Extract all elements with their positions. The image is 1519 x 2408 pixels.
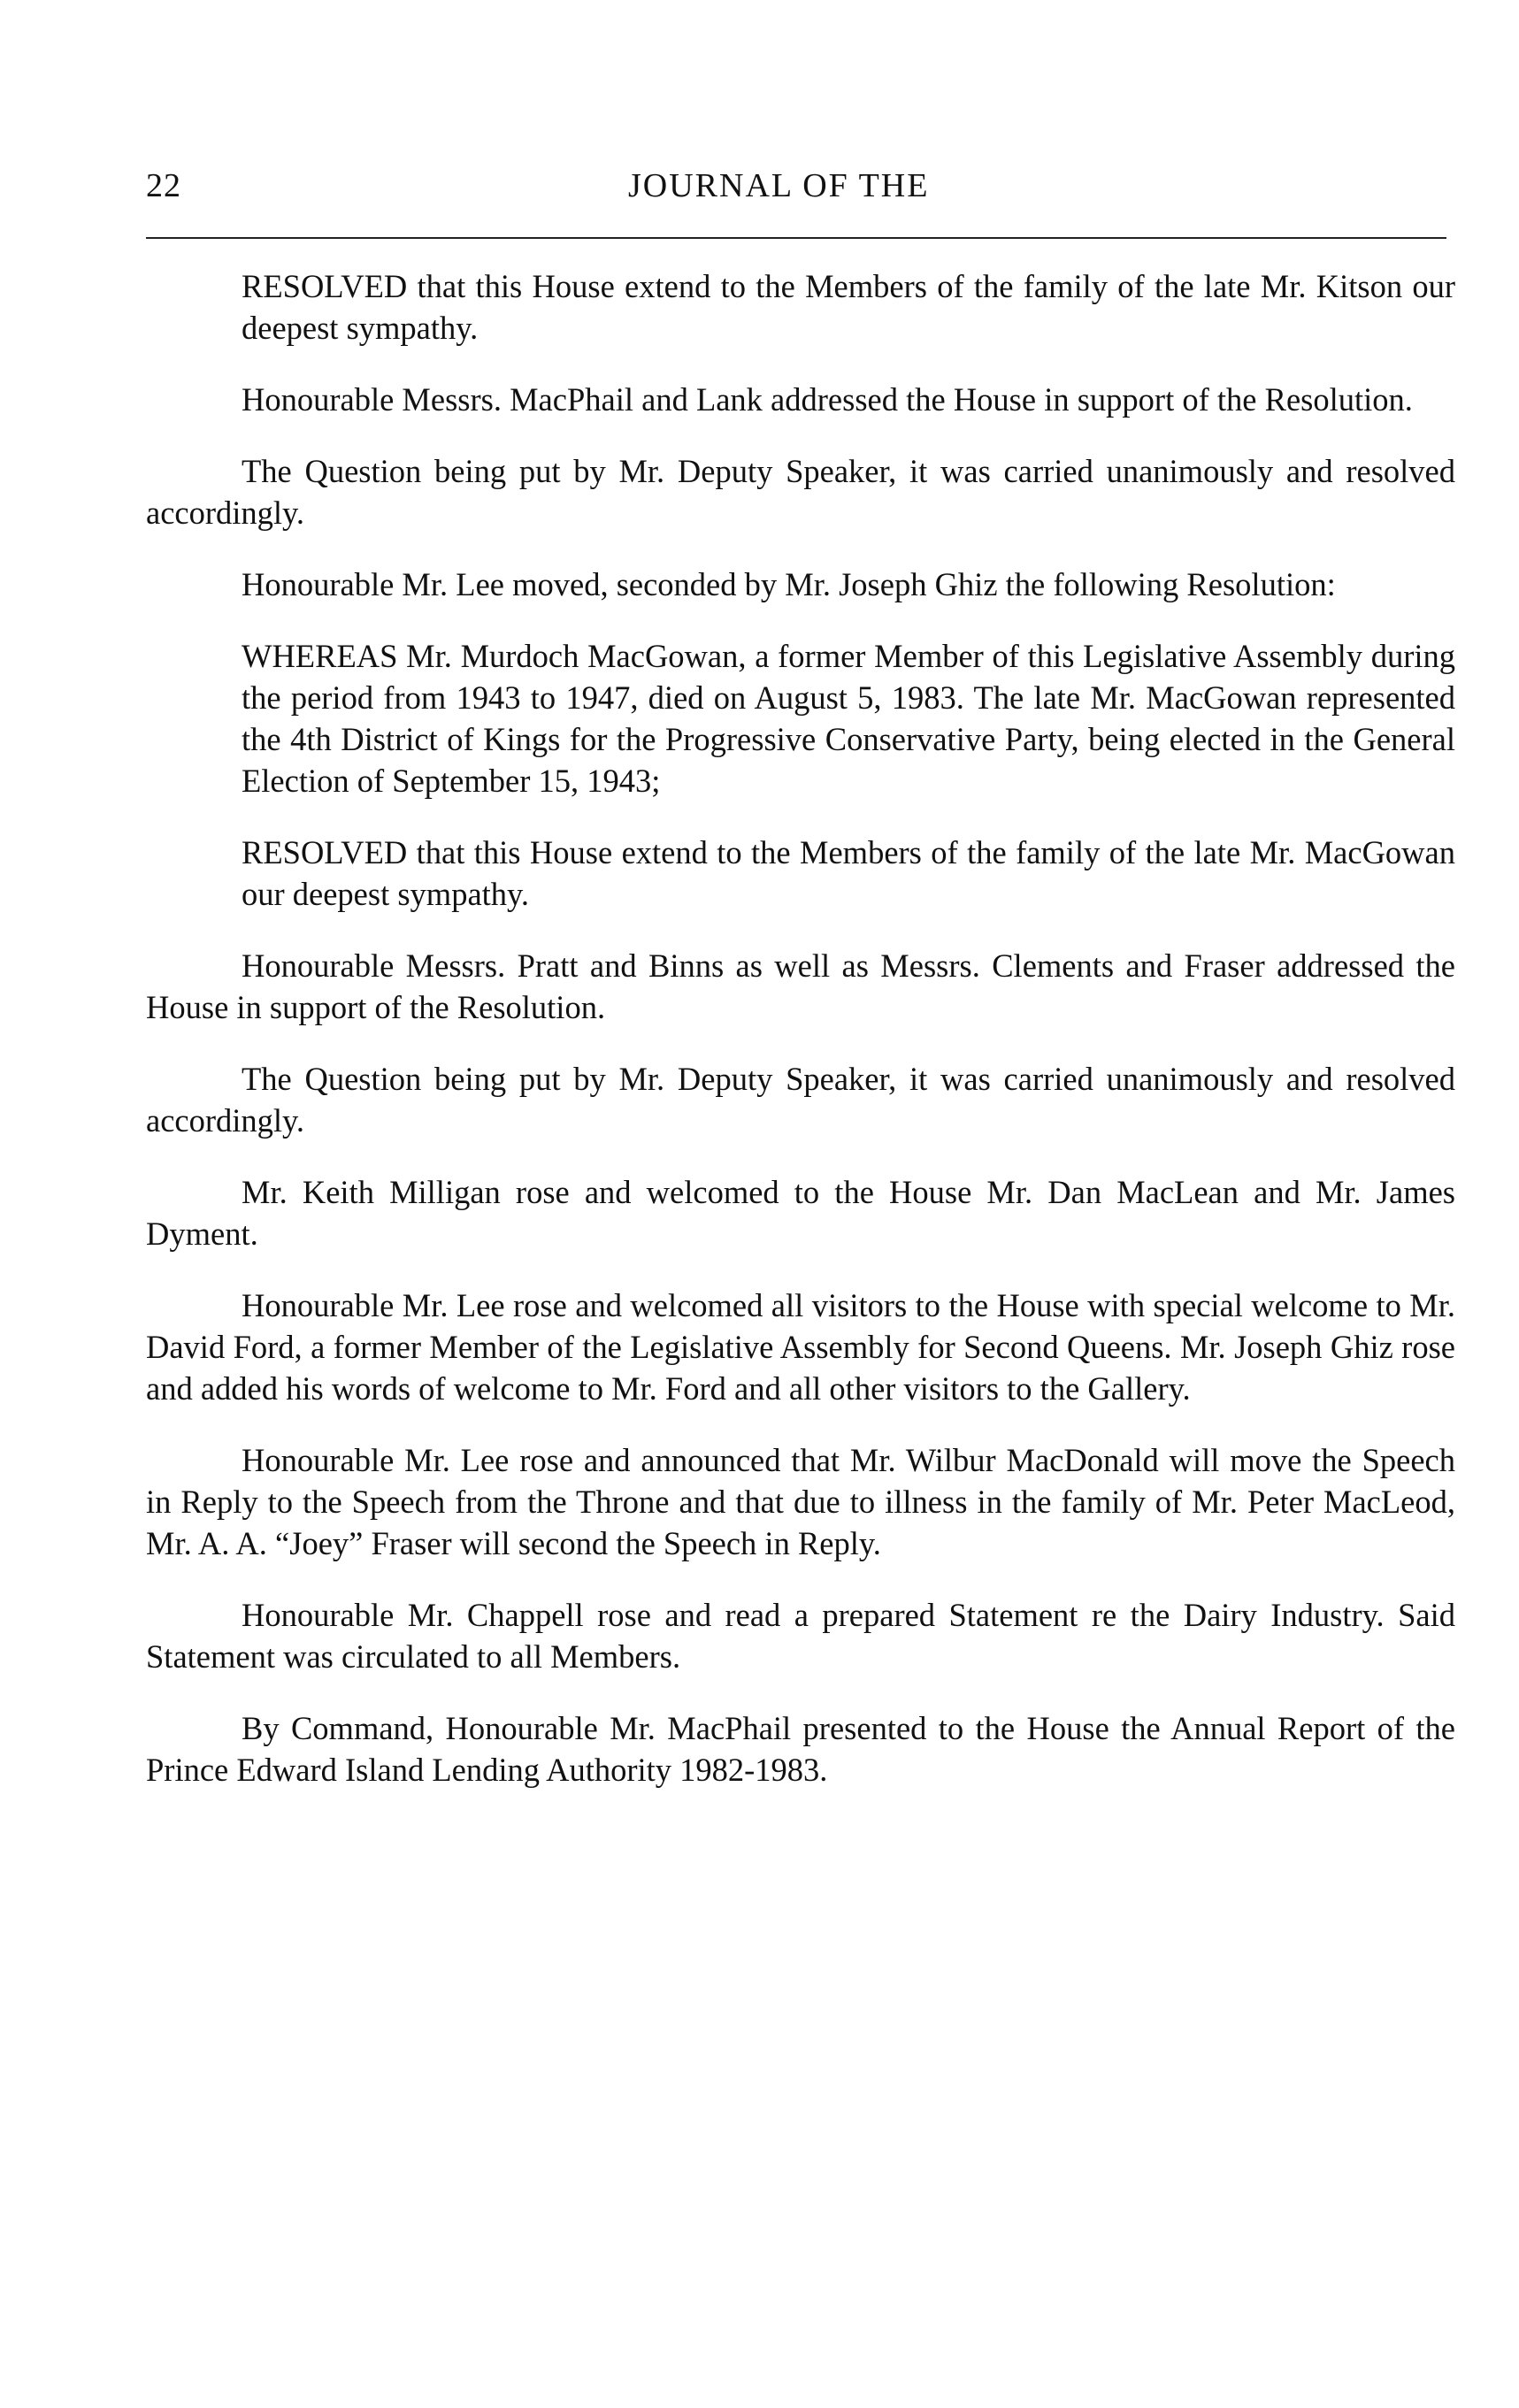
paragraph-question-macgowan: The Question being put by Mr. Deputy Speaker, it was carried unanimously and resolved accordingly.	[146, 1061, 1455, 1139]
body-text	[146, 265, 1455, 1821]
running-head: JOURNAL OF THE	[628, 167, 930, 204]
paragraph-question-kitson: The Question being put by Mr. Deputy Speaker, it was carried unanimously and resolved accordingly.	[146, 453, 1455, 531]
paragraph-whereas-macgowan: WHEREAS Mr. Murdoch MacGowan, a former Member of this Legislative Assembly during the period from 1943 to 1947, died on August 5, 1983. The late Mr. MacGowan represented the 4th District of Kings for the Progressive Conservative Party, being elected in the General Election of September 15, 1943;	[242, 638, 1455, 799]
paragraph-lee-welcome: Honourable Mr. Lee rose and welcomed all visitors to the House with special welcome to Mr. David Ford, a former Member of the Legislative Assembly for Second Queens. Mr. Joseph Ghiz rose and added his words of welcome to Mr. Ford and all other visitors to the Gallery.	[146, 1287, 1455, 1407]
paragraph-support-macgowan: Honourable Messrs. Pratt and Binns as well as Messrs. Clements and Fraser addressed the House in support of the Resolution.	[146, 947, 1455, 1025]
header-rule	[146, 237, 1446, 239]
page-header	[146, 166, 1446, 211]
paragraph-speech-reply: Honourable Mr. Lee rose and announced that Mr. Wilbur MacDonald will move the Speech in Reply to the Speech from the Throne and that due to illness in the family of Mr. Peter MacLeod, Mr. A. A. “Joey” Fraser will second the Speech in Reply.	[146, 1442, 1455, 1561]
page-number: 22	[146, 167, 181, 204]
paragraph-support-kitson: Honourable Messrs. MacPhail and Lank addressed the House in support of the Resolution.	[242, 381, 1413, 418]
paragraph-annual-report: By Command, Honourable Mr. MacPhail presented to the House the Annual Report of the Prince Edward Island Lending Authority 1982-1983.	[146, 1710, 1455, 1788]
paragraph-dairy-statement: Honourable Mr. Chappell rose and read a prepared Statement re the Dairy Industry. Said Statement was circulated to all Members.	[146, 1597, 1455, 1675]
paragraph-motion-macgowan: Honourable Mr. Lee moved, seconded by Mr. Joseph Ghiz the following Resolution:	[242, 566, 1336, 602]
paragraph-resolved-kitson: RESOLVED that this House extend to the Members of the family of the late Mr. Kitson our deepest sympathy.	[242, 268, 1455, 346]
paragraph-resolved-macgowan: RESOLVED that this House extend to the Members of the family of the late Mr. MacGowan our deepest sympathy.	[242, 834, 1455, 912]
paragraph-milligan-welcome: Mr. Keith Milligan rose and welcomed to the House Mr. Dan MacLean and Mr. James Dyment.	[146, 1174, 1455, 1252]
